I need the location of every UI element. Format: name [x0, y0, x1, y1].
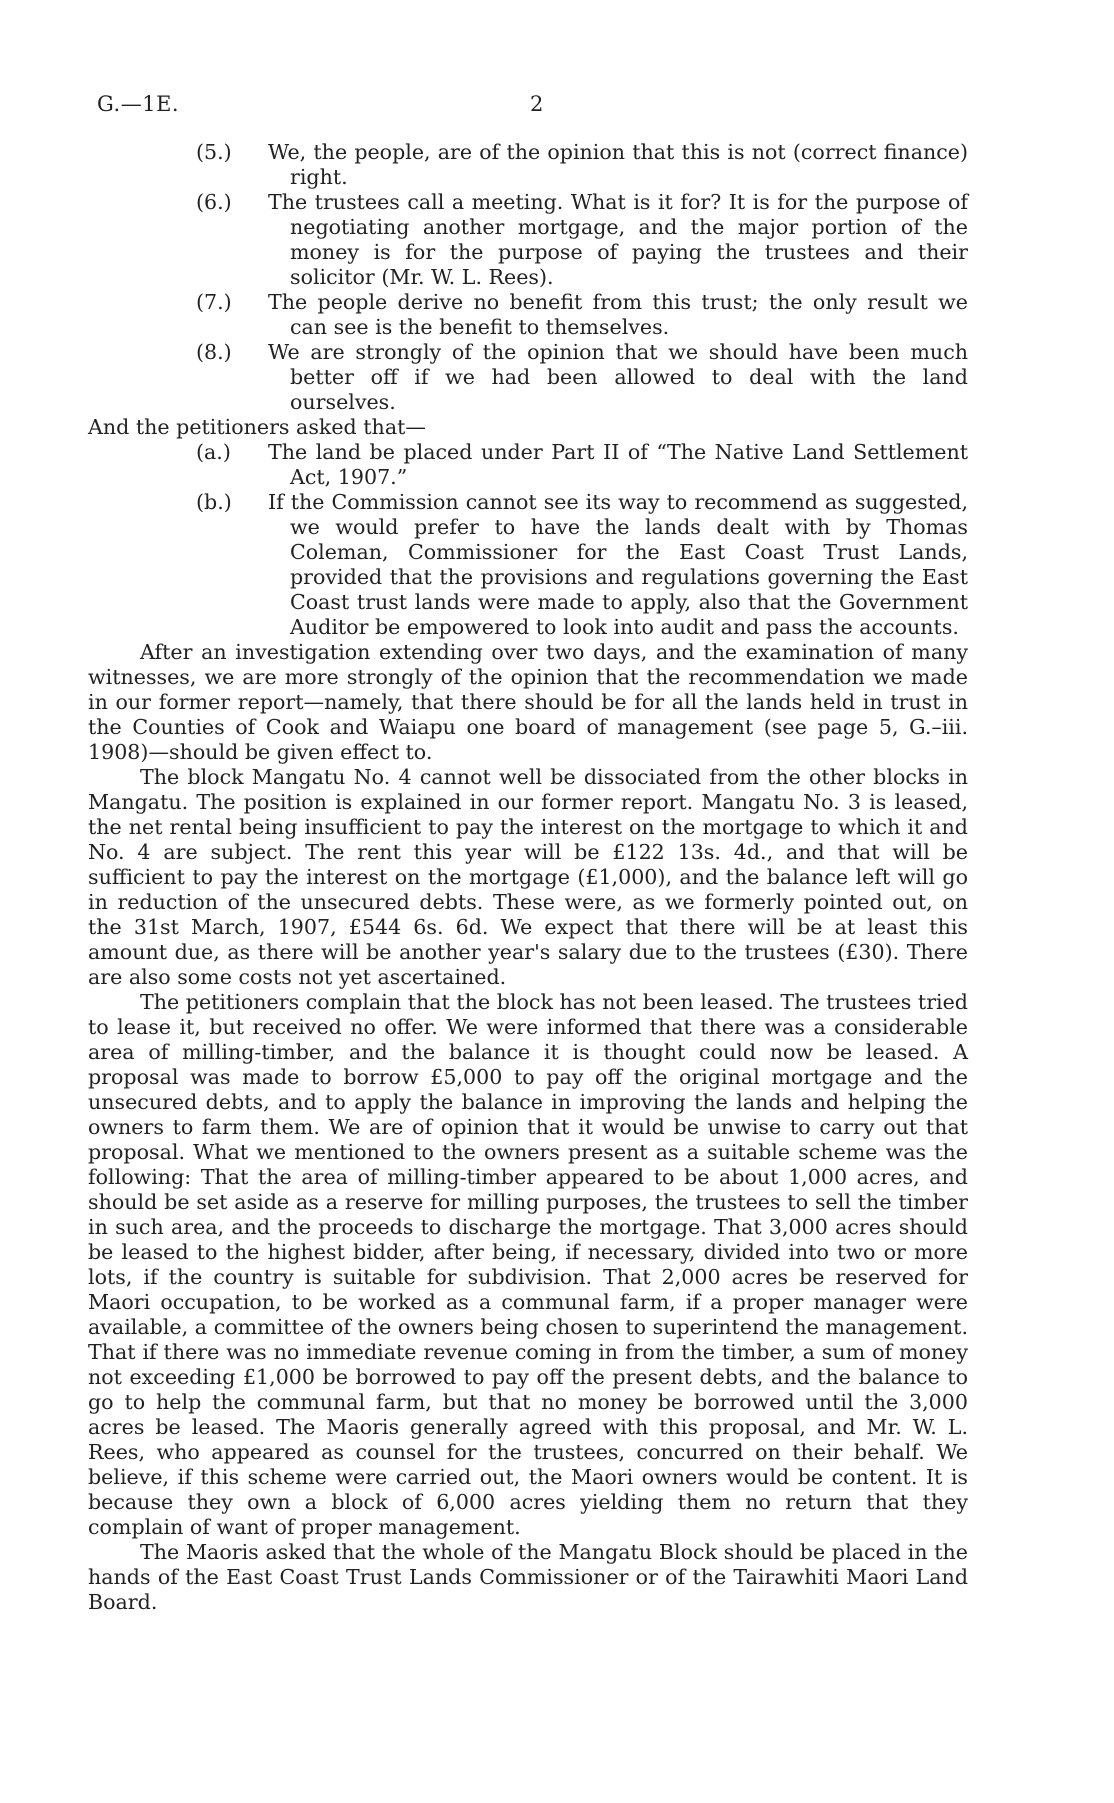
page-number: 2	[530, 92, 544, 116]
lead-in-text: And the petitioners asked that—	[88, 415, 426, 439]
page-header	[0, 92, 1114, 122]
list-item	[88, 340, 968, 415]
item-label: (b.)	[196, 490, 232, 514]
item-label: (a.)	[196, 440, 231, 464]
list-item	[88, 290, 968, 340]
list-item	[88, 140, 968, 190]
list-item	[88, 440, 968, 490]
item-text: The people derive no benefit from this trust; the only result we can see is the benefit to themselves.	[268, 290, 968, 339]
body-paragraph: After an investigation extending over two days, and the examination of many witnesses, we are more strongly of the opinion that the recommendation we made in our former report—namely, that there should be for all the lands held in trust in the Counties of Cook and Waiapu one board of management (see page 5, G.–iii. 1908)—should be given effect to.	[88, 640, 968, 764]
list-item	[88, 490, 968, 640]
item-label: (7.)	[196, 290, 232, 314]
body-paragraph: The Maoris asked that the whole of the Mangatu Block should be placed in the hands of the East Coast Trust Lands Commissioner or of the Tairawhiti Maori Land Board.	[88, 1540, 968, 1614]
item-label: (5.)	[196, 140, 232, 164]
item-text: If the Commission cannot see its way to recommend as suggested, we would prefer to have the lands dealt with by Thomas Coleman, Commissioner for the East Coast Trust Lands, provided that the provisions and regulations governing the East Coast trust lands were made to apply, also that the Government Auditor be empowered to look into audit and pass the accounts.	[268, 490, 968, 639]
document-body	[88, 140, 968, 1615]
body-paragraph: The petitioners complain that the block has not been leased. The trustees tried to lease it, but received no offer. We were informed that there was a considerable area of milling-timber, and the balance it is thought could now be leased. A proposal was made to borrow £5,000 to pay off the original mortgage and the unsecured debts, and to apply the balance in improving the lands and helping the owners to farm them. We are of opinion that it would be unwise to carry out that proposal. What we mentioned to the owners present as a suitable scheme was the following: That the area of milling-timber appeared to be about 1,000 acres, and should be set aside as a reserve for milling purposes, the trustees to sell the timber in such area, and the proceeds to discharge the mortgage. That 3,000 acres should be leased to the highest bidder, after being, if necessary, divided into two or more lots, if the country is suitable for subdivision. That 2,000 acres be reserved for Maori occupation, to be worked as a communal farm, if a proper manager were available, a committee of the owners being chosen to superintend the management. That if there was no immediate revenue coming in from the timber, a sum of money not exceeding £1,000 be borrowed to pay off the present debts, and the balance to go to help the communal farm, but that no money be borrowed until the 3,000 acres be leased. The Maoris generally agreed with this proposal, and Mr. W. L. Rees, who appeared as counsel for the trustees, concurred on their behalf. We believe, if this scheme were carried out, the Maori owners would be content. It is because they own a block of 6,000 acres yielding them no return that they complain of want of proper management.	[88, 990, 968, 1539]
item-text: We are strongly of the opinion that we should have been much better off if we had been allowed to deal with the land ourselves.	[268, 340, 968, 414]
list-item	[88, 190, 968, 290]
item-label: (8.)	[196, 340, 232, 364]
body-paragraph: The block Mangatu No. 4 cannot well be dissociated from the other blocks in Mangatu. The position is explained in our former report. Mangatu No. 3 is leased, the net rental being insufficient to pay the interest on the mortgage to which it and No. 4 are subject. The rent this year will be £122 13s. 4d., and that will be sufficient to pay the interest on the mortgage (£1,000), and the balance left will go in reduction of the unsecured debts. These were, as we formerly pointed out, on the 31st March, 1907, £544 6s. 6d. We expect that there will be at least this amount due, as there will be another year's salary due to the trustees (£30). There are also some costs not yet ascertained.	[88, 765, 968, 989]
item-text: We, the people, are of the opinion that this is not (correct finance) right.	[268, 140, 968, 189]
document-reference: G.—1E.	[97, 92, 180, 116]
item-text: The land be placed under Part II of “The Native Land Settlement Act, 1907.”	[268, 440, 968, 489]
item-text: The trustees call a meeting. What is it for? It is for the purpose of negotiating another mortgage, and the major portion of the money is for the purpose of paying the trustees and their solicitor (Mr. W. L. Rees).	[268, 190, 968, 289]
item-label: (6.)	[196, 190, 232, 214]
